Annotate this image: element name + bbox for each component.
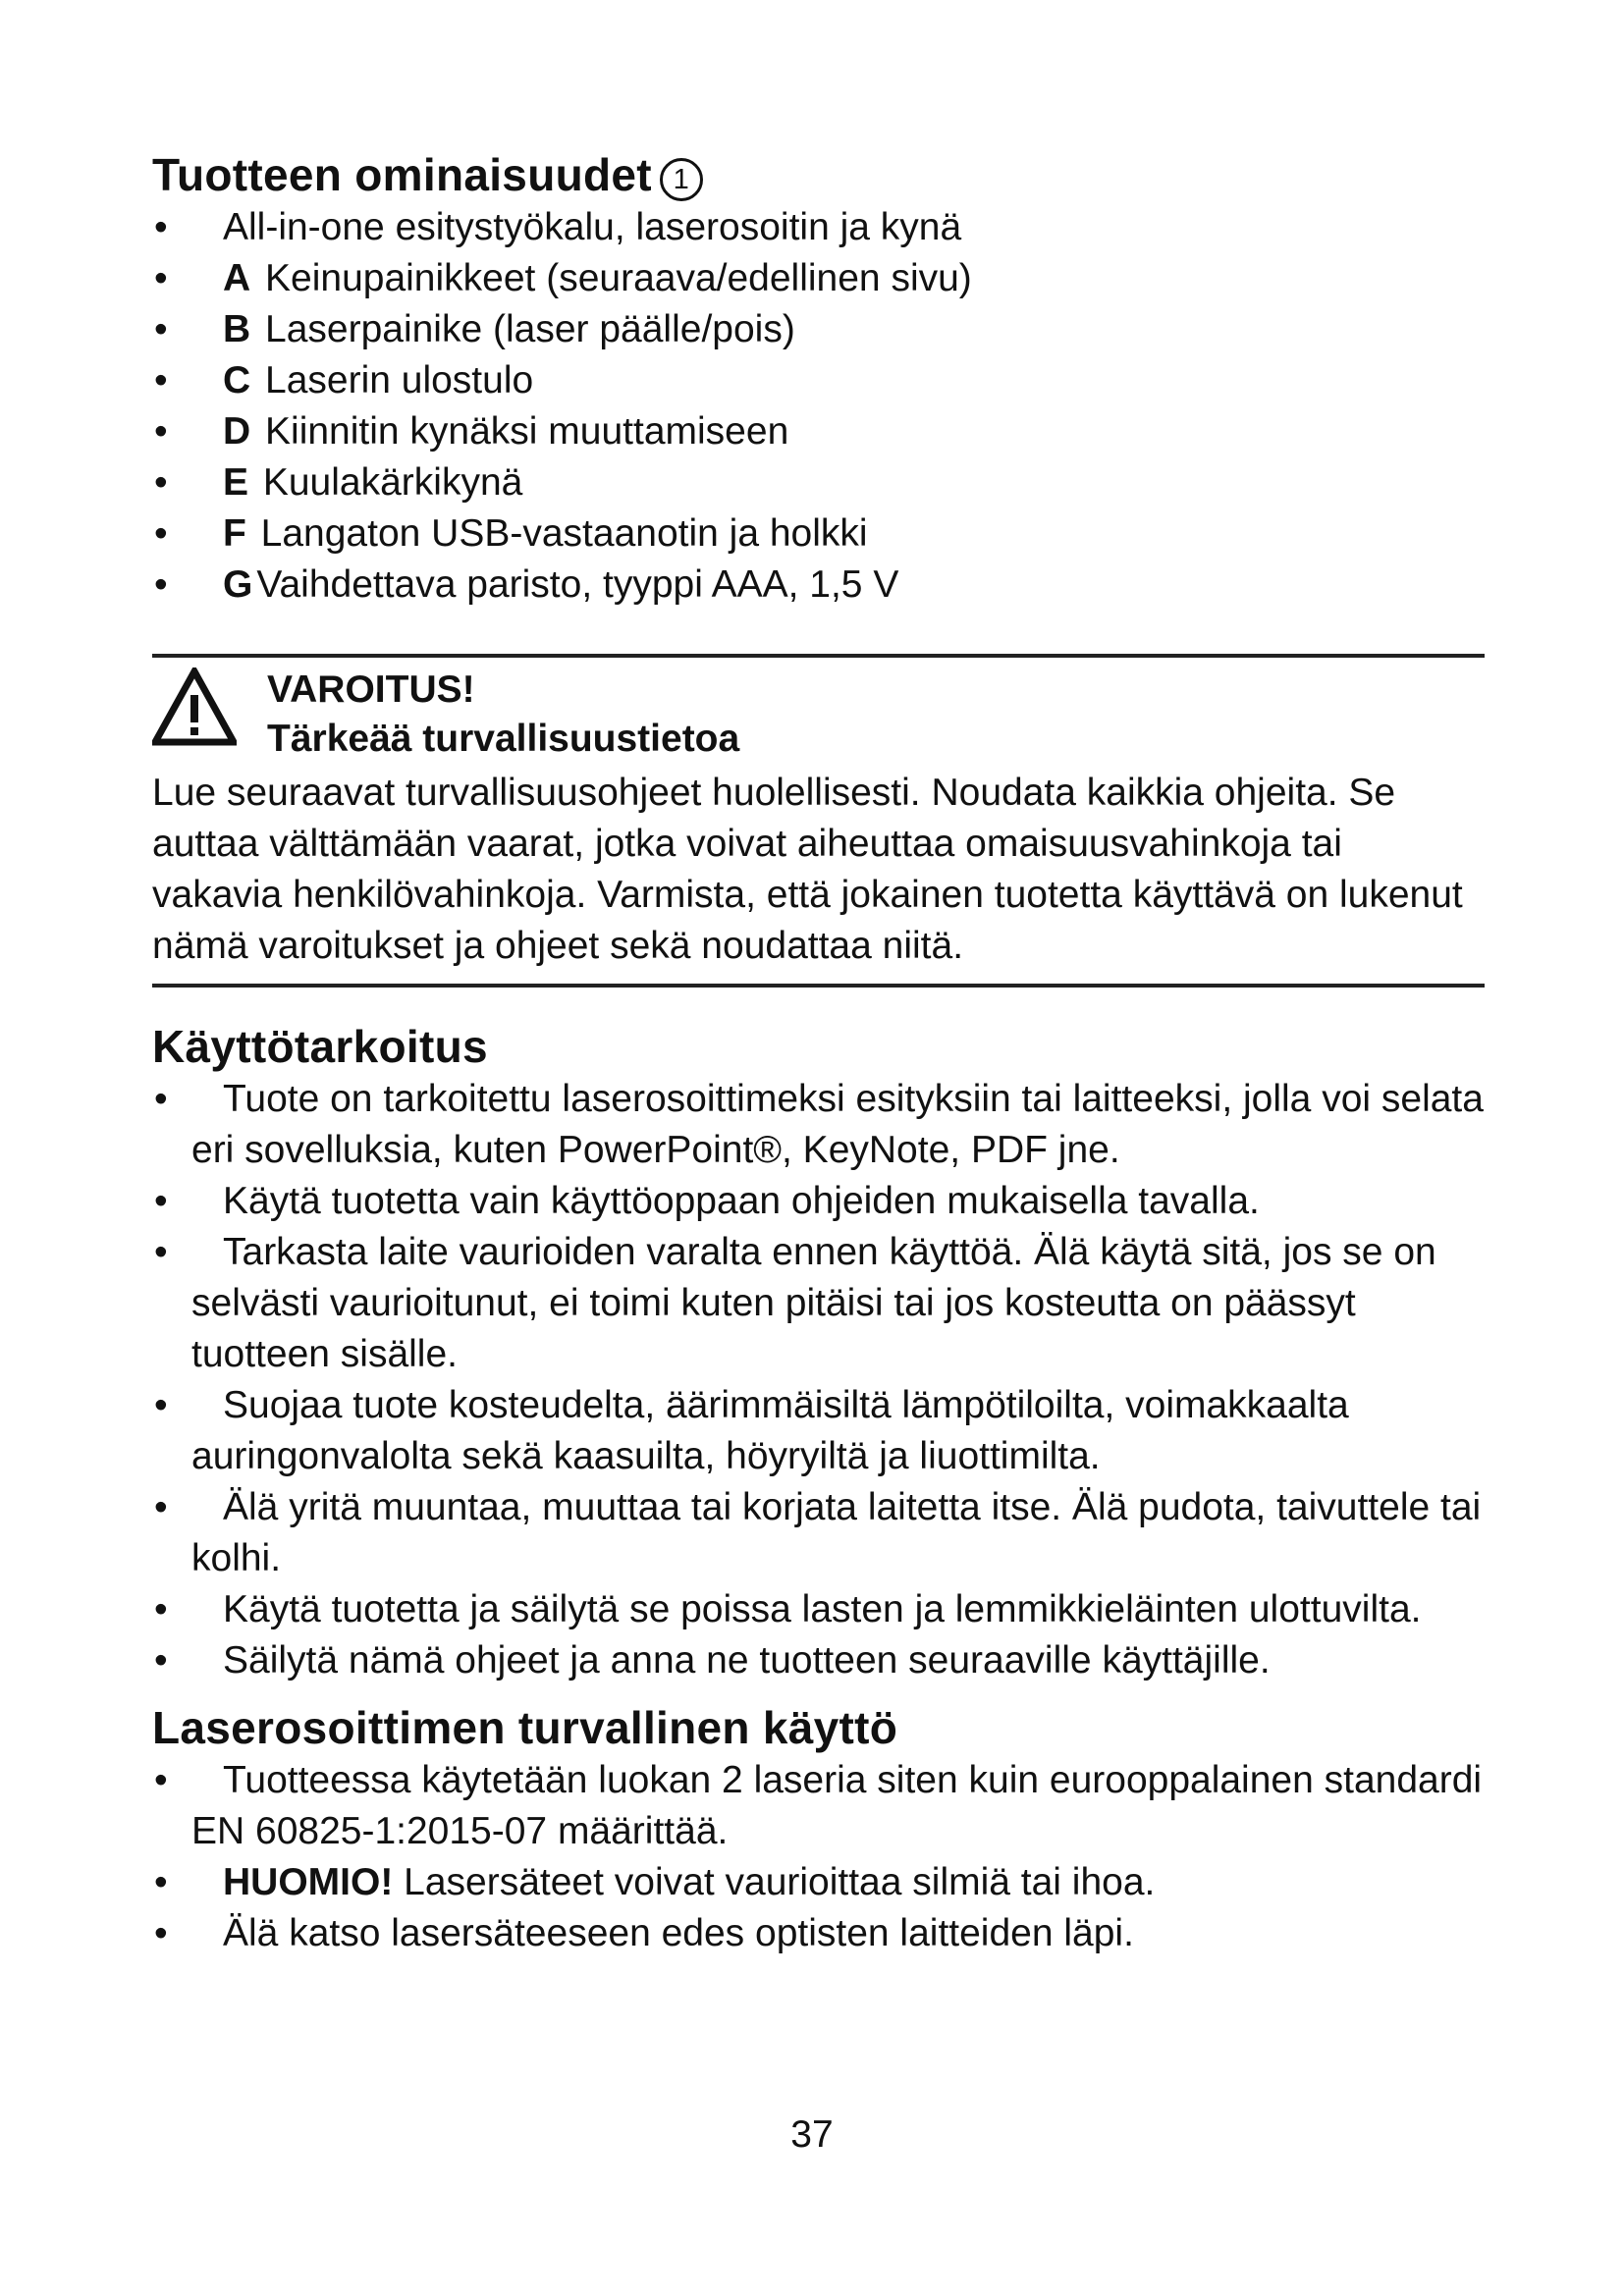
bullet-icon: • bbox=[154, 410, 168, 453]
list-item bbox=[152, 508, 1488, 560]
intended-use-list bbox=[152, 1074, 1488, 1686]
intended-use-section bbox=[152, 1019, 1488, 1686]
feature-text: Vaihdettava paristo, tyyppi AAA, 1,5 V bbox=[256, 563, 899, 606]
feature-letter: B bbox=[223, 308, 251, 350]
feature-letter: D bbox=[223, 410, 251, 453]
list-item bbox=[152, 406, 1488, 457]
list-item bbox=[152, 457, 1488, 508]
bullet-icon: • bbox=[154, 359, 168, 401]
warning-triangle-icon bbox=[152, 667, 237, 746]
feature-text: All-in-one esitystyökalu, laserosoitin ja kynä bbox=[223, 206, 962, 248]
bullet-icon: • bbox=[154, 512, 168, 555]
bullet-icon: • bbox=[154, 1486, 168, 1528]
list-item-text: Suojaa tuote kosteudelta, äärimmäisiltä lämpötiloilta, voimakkaalta auringonvalolta sekä kaasuilta, höyryiltä ja liuottimilta. bbox=[191, 1384, 1349, 1477]
list-item bbox=[152, 1755, 1488, 1857]
feature-text: Kiinnitin kynäksi muuttamiseen bbox=[265, 410, 789, 453]
feature-text: Laserpainike (laser päälle/pois) bbox=[265, 308, 795, 350]
warning-header bbox=[152, 658, 1488, 768]
bullet-icon: • bbox=[154, 1180, 168, 1222]
list-item bbox=[152, 1857, 1488, 1908]
feature-letter: C bbox=[223, 359, 251, 401]
manual-page bbox=[152, 147, 1488, 1959]
divider-bottom bbox=[152, 984, 1485, 988]
bullet-icon: • bbox=[154, 1861, 168, 1903]
bullet-icon: • bbox=[154, 308, 168, 350]
features-list bbox=[152, 202, 1488, 611]
feature-letter: G bbox=[223, 563, 253, 606]
list-item-text: Käytä tuotetta vain käyttöoppaan ohjeiden mukaisella tavalla. bbox=[223, 1180, 1260, 1222]
list-item-text: Älä katso lasersäteeseen edes optisten laitteiden läpi. bbox=[223, 1912, 1134, 1954]
feature-text: Kuulakärkikynä bbox=[262, 461, 523, 504]
list-item bbox=[152, 1635, 1488, 1686]
page-number: 37 bbox=[790, 2113, 834, 2156]
warning-title: VAROITUS! bbox=[267, 668, 475, 711]
bullet-icon: • bbox=[154, 461, 168, 504]
intended-use-heading: Käyttötarkoitus bbox=[152, 1021, 488, 1072]
bullet-icon: • bbox=[154, 206, 168, 248]
bullet-icon: • bbox=[154, 1639, 168, 1682]
list-item bbox=[152, 1584, 1488, 1635]
list-item-text: Tuote on tarkoitettu laserosoittimeksi esityksiin tai laitteeksi, jolla voi selata eri sovelluksia, kuten PowerPoint®, KeyNote, PDF jne. bbox=[191, 1078, 1484, 1171]
laser-safety-section bbox=[152, 1700, 1488, 1959]
feature-text: Langaton USB-vastaanotin ja holkki bbox=[260, 512, 868, 555]
list-item-text: Lasersäteet voivat vaurioittaa silmiä tai ihoa. bbox=[404, 1861, 1156, 1903]
list-item bbox=[152, 1176, 1488, 1227]
feature-text: Laserin ulostulo bbox=[265, 359, 534, 401]
list-item-text: Tuotteessa käytetään luokan 2 laseria siten kuin eurooppalainen standardi EN 60825-1:2015-07 määrittää. bbox=[191, 1759, 1483, 1852]
bullet-icon: • bbox=[154, 1588, 168, 1630]
warning-body: Lue seuraavat turvallisuusohjeet huolellisesti. Noudata kaikkia ohjeita. Se auttaa välttämään vaarat, jotka voivat aiheuttaa omaisuusvahinkoja tai vakavia henkilövahinkoja. Varmista, että jokainen tuotetta käyttävä on lukenut nämä varoitukset ja ohjeet sekä noudattaa niitä. bbox=[152, 772, 1463, 967]
bullet-icon: • bbox=[154, 1231, 168, 1273]
bullet-icon: • bbox=[154, 1078, 168, 1120]
warning-section bbox=[152, 658, 1488, 972]
list-item bbox=[152, 1074, 1488, 1176]
warning-subtitle: Tärkeää turvallisuustietoa bbox=[267, 718, 740, 760]
list-item bbox=[152, 1482, 1488, 1584]
bullet-icon: • bbox=[154, 257, 168, 299]
list-item bbox=[152, 202, 1488, 253]
list-item-text: Tarkasta laite vaurioiden varalta ennen käyttöä. Älä käytä sitä, jos se on selvästi vaurioitunut, ei toimi kuten pitäisi tai jos kosteutta on päässyt tuotteen sisälle. bbox=[191, 1231, 1436, 1375]
list-item bbox=[152, 1908, 1488, 1959]
bullet-icon: • bbox=[154, 1384, 168, 1426]
list-item-text: Käytä tuotetta ja säilytä se poissa lasten ja lemmikkieläinten ulottuvilta. bbox=[223, 1588, 1422, 1630]
laser-safety-list bbox=[152, 1755, 1488, 1959]
bullet-icon: • bbox=[154, 563, 168, 606]
list-item bbox=[152, 1227, 1488, 1380]
list-item bbox=[152, 304, 1488, 355]
bullet-icon: • bbox=[154, 1759, 168, 1801]
features-section bbox=[152, 147, 1488, 611]
feature-text: Keinupainikkeet (seuraava/edellinen sivu) bbox=[265, 257, 972, 299]
feature-letter: F bbox=[223, 512, 246, 555]
feature-letter: E bbox=[223, 461, 249, 504]
features-title: Tuotteen ominaisuudet bbox=[152, 149, 652, 200]
list-item-text: Säilytä nämä ohjeet ja anna ne tuotteen seuraaville käyttäjille. bbox=[223, 1639, 1271, 1682]
caution-label: HUOMIO! bbox=[223, 1861, 394, 1903]
list-item bbox=[152, 355, 1488, 406]
laser-safety-heading: Laserosoittimen turvallinen käyttö bbox=[152, 1702, 898, 1753]
bullet-icon: • bbox=[154, 1912, 168, 1954]
list-item-text: Älä yritä muuntaa, muuttaa tai korjata laitetta itse. Älä pudota, taivuttele tai kolhi. bbox=[191, 1486, 1482, 1579]
list-item bbox=[152, 1380, 1488, 1482]
features-heading bbox=[152, 147, 1488, 202]
list-item bbox=[152, 560, 1488, 611]
feature-letter: A bbox=[223, 257, 251, 299]
list-item bbox=[152, 253, 1488, 304]
figure-ref-badge: 1 bbox=[660, 158, 703, 201]
